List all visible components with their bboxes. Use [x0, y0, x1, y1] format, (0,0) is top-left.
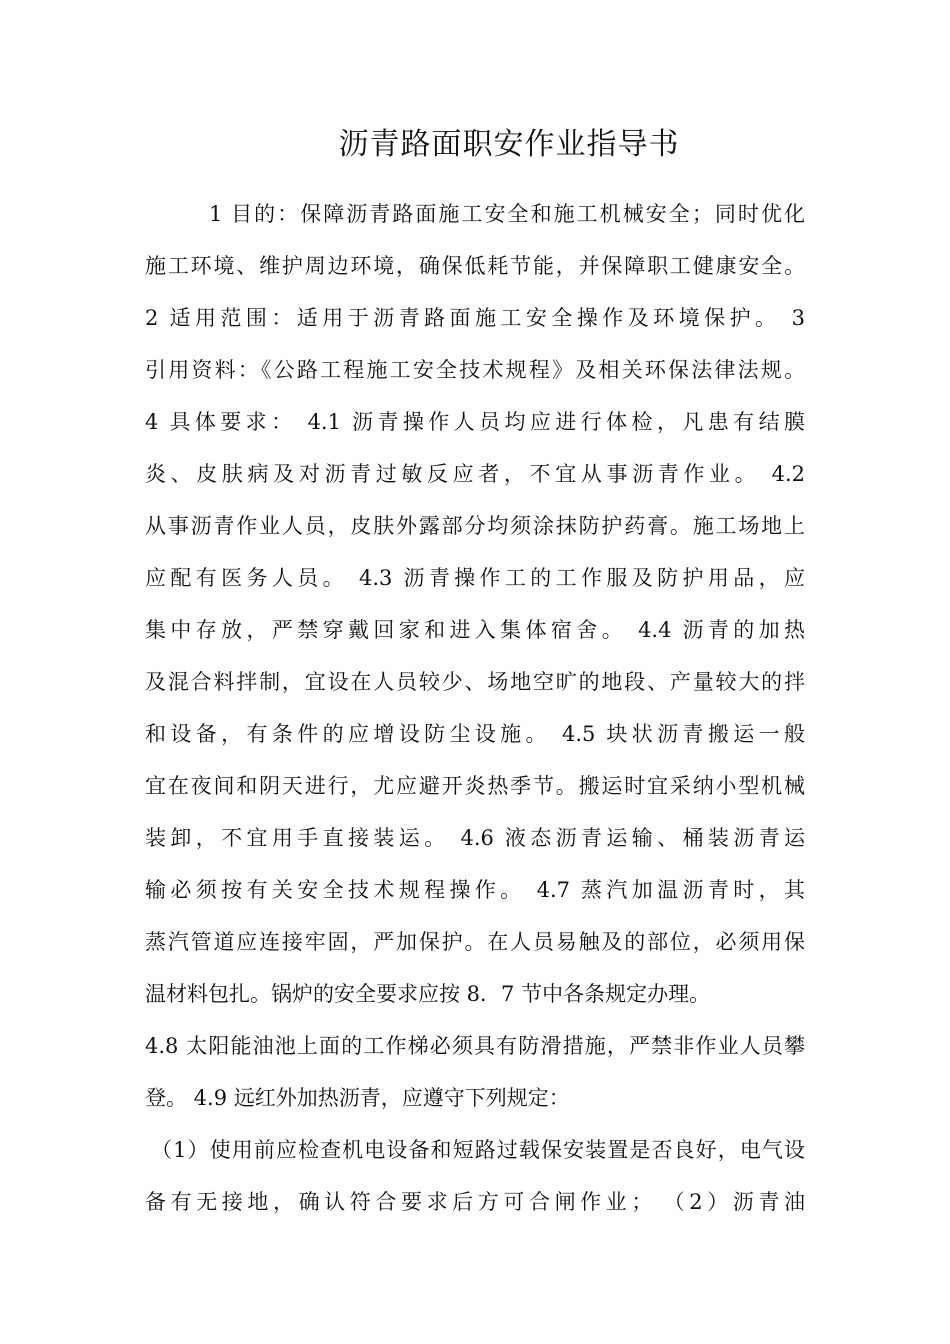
- body-text-line: 装卸，不宜用手直接装运。 4.6 液态沥青运输、桶装沥青运: [145, 826, 805, 850]
- body-text-line: 从事沥青作业人员，皮肤外露部分均须涂抹防护药膏。施工场地上: [145, 514, 805, 538]
- body-text-line: 备有无接地，确认符合要求后方可合闸作业； （2）沥青油: [145, 1190, 805, 1214]
- body-text-line: 施工环境、维护周边环境，确保低耗节能，并保障职工健康安全。: [145, 254, 805, 278]
- body-text-line: 蒸汽管道应连接牢固，严加保护。在人员易触及的部位，必须用保: [145, 930, 805, 954]
- body-text-line: 应配有医务人员。 4.3 沥青操作工的工作服及防护用品，应: [145, 566, 805, 590]
- body-text-line: 宜在夜间和阴天进行，尤应避开炎热季节。搬运时宜采纳小型机械: [145, 774, 805, 798]
- document-title: 沥青路面职安作业指导书: [338, 127, 680, 162]
- body-text-line: 4.8 太阳能油池上面的工作梯必须具有防滑措施，严禁非作业人员攀: [145, 1034, 805, 1058]
- body-text-line: 2 适用范围：适用于沥青路面施工安全操作及环境保护。 3: [145, 306, 805, 330]
- body-text-line: 炎、皮肤病及对沥青过敏反应者，不宜从事沥青作业。 4.2: [145, 462, 805, 486]
- body-text-line: 引用资料：《公路工程施工安全技术规程》及相关环保法律法规。: [145, 358, 805, 382]
- body-text-line: 和设备，有条件的应增设防尘设施。 4.5 块状沥青搬运一般: [145, 722, 805, 746]
- body-text-line: 及混合料拌制，宜设在人员较少、场地空旷的地段、产量较大的拌: [145, 670, 805, 694]
- body-text-line: 温材料包扎。锅炉的安全要求应按 8．7 节中各条规定办理。: [145, 982, 711, 1006]
- body-text-line: 登。 4.9 远红外加热沥青，应遵守下列规定：: [145, 1086, 570, 1110]
- document-body: [145, 188, 805, 1228]
- body-text-line: （1）使用前应检查机电设备和短路过载保安装置是否良好，电气设: [151, 1138, 805, 1162]
- body-text-line: 输必须按有关安全技术规程操作。 4.7 蒸汽加温沥青时，其: [145, 878, 805, 902]
- body-text-line: 集中存放，严禁穿戴回家和进入集体宿舍。 4.4 沥青的加热: [145, 618, 805, 642]
- body-text-line: 1 目的：保障沥青路面施工安全和施工机械安全；同时优化: [209, 202, 805, 226]
- body-text-line: 4 具体要求： 4.1 沥青操作人员均应进行体检，凡患有结膜: [145, 410, 805, 434]
